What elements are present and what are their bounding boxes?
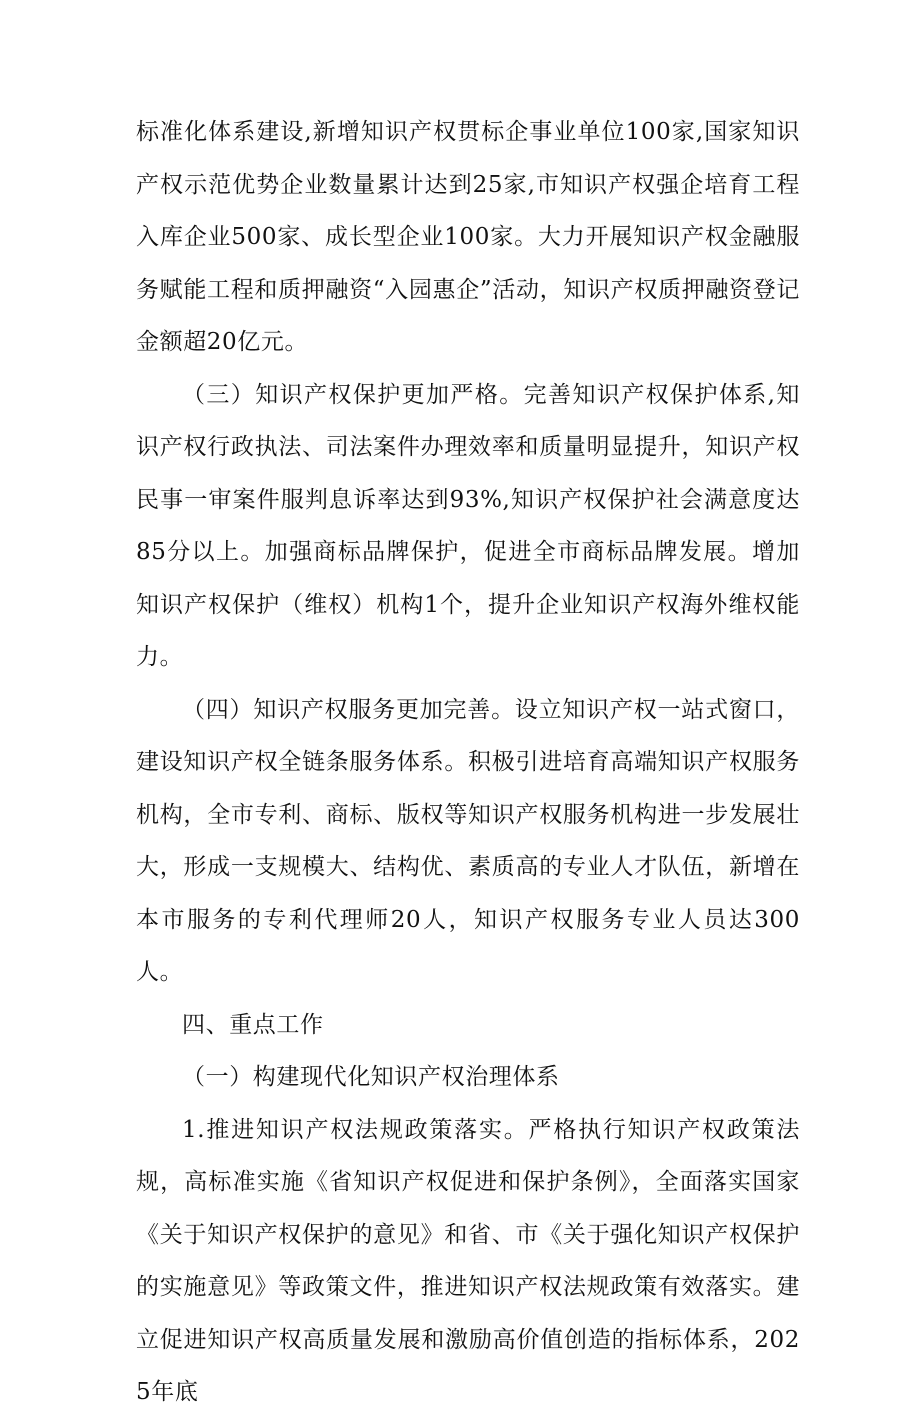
paragraph-ip-protection: （三）知识产权保护更加严格。完善知识产权保护体系,知识产权行政执法、司法案件办理效率和质量明显提升，知识产权民事一审案件服判息诉率达到93%,知识产权保护社会满意度达85分以上。加强商标品牌保护，促进全市商标品牌发展。增加知识产权保护（维权）机构1个，提升企业知识产权海外维权能力。 — [136, 381, 800, 670]
paragraph-policy-implementation: 1.推进知识产权法规政策落实。严格执行知识产权政策法规，高标准实施《省知识产权促进和保护条例》，全面落实国家《关于知识产权保护的意见》和省、市《关于强化知识产权保护的实施意见》等政策文件，推进知识产权法规政策有效落实。建立促进知识产权高质量发展和激励高价值创造的指标体系，2025年底 — [136, 1116, 800, 1405]
paragraph-ip-services: （四）知识产权服务更加完善。设立知识产权一站式窗口，建设知识产权全链条服务体系。积极引进培育高端知识产权服务机构，全市专利、商标、版权等知识产权服务机构进一步发展壮大，形成一支规模大、结构优、素质高的专业人才队伍，新增在本市服务的专利代理师20人，知识产权服务专业人员达300人。 — [136, 696, 800, 985]
paragraph-ip-standardization: 标准化体系建设,新增知识产权贯标企事业单位100家,国家知识产权示范优势企业数量累计达到25家,市知识产权强企培育工程入库企业500家、成长型企业100家。大力开展知识产权金融服务赋能工程和质押融资“入园惠企”活动，知识产权质押融资登记金额超20亿元。 — [136, 119, 800, 355]
document-body — [136, 106, 800, 1419]
section-heading-key-work: 四、重点工作 — [182, 1011, 324, 1038]
subsection-heading-governance: （一）构建现代化知识产权治理体系 — [182, 1064, 560, 1090]
